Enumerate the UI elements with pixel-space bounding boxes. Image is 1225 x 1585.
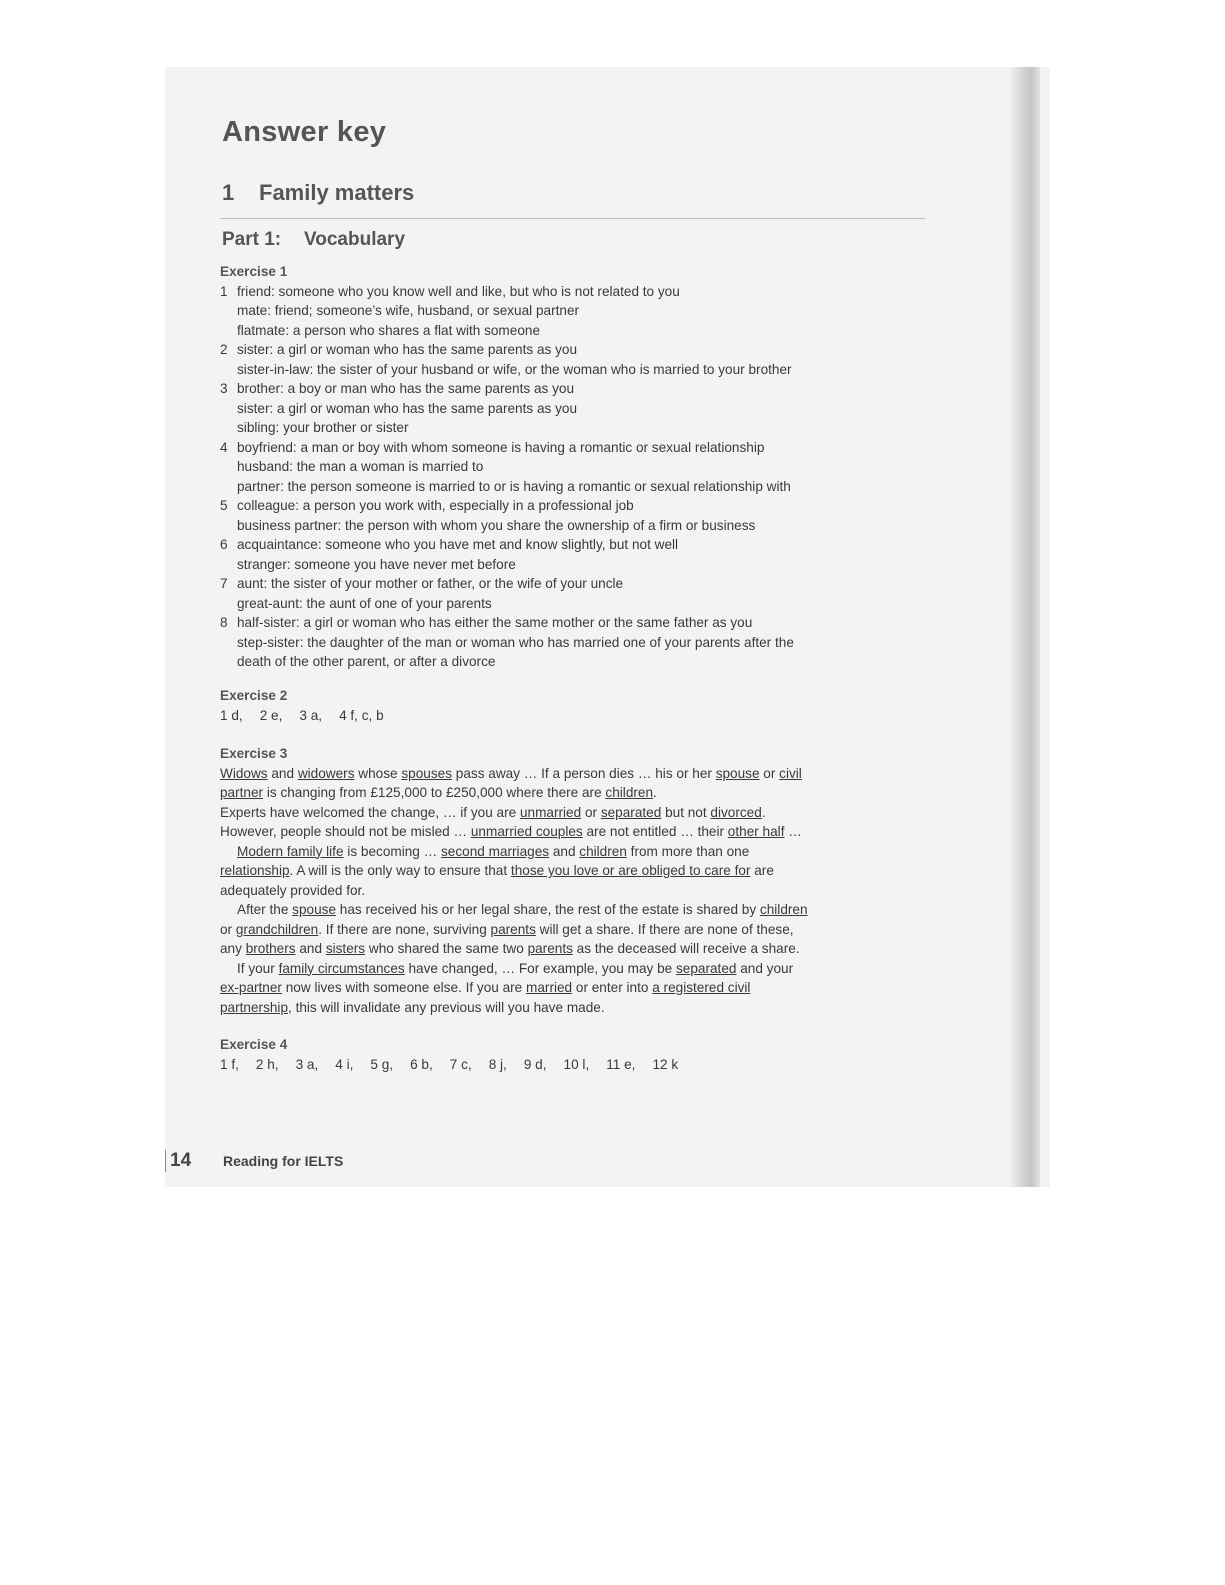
underlined-answer: unmarried	[519, 804, 582, 820]
item-number: 6	[220, 537, 228, 552]
underlined-answer: widowers	[297, 765, 355, 781]
definition-line: sister: a girl or woman who has the same parents as you	[237, 400, 578, 416]
underlined-answer: grandchildren	[235, 921, 319, 937]
item-number: 3	[220, 381, 228, 396]
book-spine-shadow	[1010, 67, 1040, 1187]
part-name: Vocabulary	[304, 229, 406, 250]
definition-line: sister-in-law: the sister of your husband or wife, or the woman who is married to your brother	[237, 361, 792, 377]
underlined-answer: Modern family life	[237, 843, 344, 859]
exercise-4-heading: Exercise 4	[220, 1037, 288, 1052]
underlined-answer: family circumstances	[278, 960, 405, 976]
underlined-answer: partnership	[220, 999, 289, 1015]
underlined-answer: Widows	[220, 765, 268, 781]
definition-line: colleague: a person you work with, especially in a professional job	[237, 498, 634, 513]
definition-line: half-sister: a girl or woman who has either the same mother or the same father as you	[237, 615, 753, 630]
underlined-answer: relationship	[220, 863, 290, 878]
underlined-answer: children	[605, 785, 654, 800]
page-title: Answer key	[222, 116, 387, 148]
book-title: Reading for IELTS	[223, 1153, 344, 1169]
definition-line: stranger: someone you have never met before	[237, 556, 516, 572]
exercise-3-heading: Exercise 3	[220, 746, 288, 761]
definition-line: aunt: the sister of your mother or father, or the wife of your uncle	[237, 576, 624, 591]
answer: 3 a,	[295, 1056, 319, 1072]
definition-line: step-sister: the daughter of the man or woman who has married one of your parents after the	[237, 634, 794, 650]
answer-row	[220, 1055, 940, 1075]
chapter-number: 1	[222, 180, 235, 205]
page-footer	[165, 1150, 343, 1172]
underlined-answer: partner	[220, 785, 264, 800]
definition-line: flatmate: a person who shares a flat with someone	[237, 322, 540, 338]
underlined-answer: ex-partner	[220, 980, 282, 995]
definition-line: husband: the man a woman is married to	[237, 459, 484, 474]
answer: 1 f,	[220, 1056, 239, 1072]
answer-text: Widows and widowers whose spouses pass away … If a person dies … his or her spouse or civil partner is changing from £125,000 to £250,000 where there are children. Experts have welcomed the change, … if you are unmarried or separated but not divorced. However, people should not be misled … unmarried couples are not entitled … their other half … Modern family life is becoming … second marriages and children from more than one relationship. A will is the only way to ensure that those you love or are obliged to care for are adequately provided for. After the spouse has received his or her legal share, the rest of the estate is shared by children or grandchildren. If there are none, surviving parents will get a share. If there are none of these, any brothers and sisters who shared the same two parents as the deceased will receive a share. If your family circumstances have changed, … For example, you may be separated and your ex-partner now lives with someone else. If you are married or enter into a registered civil partnership, this will invalidate any previous will you have made.	[220, 765, 808, 1015]
underlined-answer: spouse	[715, 765, 760, 781]
answer: 3 a,	[299, 707, 323, 723]
chapter-title	[222, 178, 414, 208]
chapter-name: Family matters	[259, 180, 415, 205]
answer-item	[220, 496, 940, 535]
underlined-answer: second marriages	[441, 843, 550, 859]
answer: 6 b,	[410, 1056, 433, 1072]
answer-item	[220, 379, 940, 438]
item-number: 8	[220, 615, 228, 630]
exercise-3	[220, 744, 940, 1017]
definition-line: acquaintance: someone who you have met and know slightly, but not well	[237, 537, 679, 552]
definition-line: death of the other parent, or after a divorce	[237, 654, 496, 669]
exercise-1-heading: Exercise 1	[220, 264, 288, 279]
underlined-answer: other half	[727, 824, 785, 839]
answer: 10 l,	[563, 1056, 590, 1072]
underlined-answer: unmarried couples	[470, 824, 583, 839]
answer: 1 d,	[220, 707, 243, 723]
answer-item	[220, 613, 940, 672]
answer: 2 e,	[259, 707, 283, 723]
definition-line: boyfriend: a man or boy with whom someone is having a romantic or sexual relationship	[237, 439, 765, 455]
answer: 2 h,	[255, 1056, 279, 1072]
part-title	[222, 226, 405, 254]
definition-line: brother: a boy or man who has the same parents as you	[237, 381, 575, 396]
definition-line: friend: someone who you know well and like, but who is not related to you	[237, 283, 680, 299]
answer: 4 f, c, b	[339, 707, 384, 723]
definition-line: business partner: the person with whom you share the ownership of a firm or business	[237, 517, 756, 533]
underlined-answer: civil	[779, 765, 802, 781]
underlined-answer: children	[759, 902, 808, 917]
underlined-answer: spouse	[292, 902, 337, 917]
section-divider	[220, 218, 925, 219]
item-number: 4	[220, 439, 228, 455]
underlined-answer: children	[579, 843, 627, 859]
answer-item	[220, 282, 940, 341]
definition-line: sister: a girl or woman who has the same parents as you	[237, 342, 578, 357]
answer-row	[220, 706, 940, 726]
definition-line: sibling: your brother or sister	[237, 420, 409, 435]
answer: 7 c,	[449, 1056, 472, 1072]
underlined-answer: spouses	[401, 765, 452, 781]
item-number: 5	[220, 498, 228, 513]
answer: 11 e,	[606, 1056, 636, 1072]
answer: 9 d,	[523, 1056, 547, 1072]
definition-line: mate: friend; someone’s wife, husband, or sexual partner	[237, 303, 580, 318]
answer: 5 g,	[370, 1056, 394, 1072]
item-number: 2	[220, 342, 228, 357]
part-label: Part 1:	[222, 229, 282, 250]
answer: 4 i,	[335, 1056, 354, 1072]
page-number: 14	[165, 1150, 223, 1172]
exercise-2	[220, 686, 940, 725]
answer-item	[220, 438, 940, 497]
answer-item	[220, 535, 940, 574]
definition-line: partner: the person someone is married to or is having a romantic or sexual relationship with	[237, 478, 791, 494]
answer-item	[220, 340, 940, 379]
answer: 12 k	[652, 1056, 679, 1072]
answer-item	[220, 574, 940, 613]
exercise-1	[220, 262, 940, 672]
underlined-answer: brothers	[245, 941, 296, 956]
underlined-answer: those you love or are obliged to care for	[510, 863, 751, 878]
definition-line: great-aunt: the aunt of one of your parents	[237, 595, 492, 611]
item-number: 1	[220, 283, 228, 299]
underlined-answer: parents	[490, 921, 536, 937]
exercise-2-heading: Exercise 2	[220, 688, 288, 703]
underlined-answer: parents	[527, 941, 573, 956]
underlined-answer: separated	[600, 804, 662, 820]
underlined-answer: sisters	[325, 941, 366, 956]
underlined-answer: a registered civil	[652, 980, 751, 995]
item-number: 7	[220, 576, 228, 591]
exercise-4	[220, 1035, 940, 1074]
underlined-answer: married	[526, 980, 573, 995]
answer: 8 j,	[488, 1056, 507, 1072]
underlined-answer: separated	[675, 960, 737, 976]
underlined-answer: divorced	[710, 804, 762, 820]
